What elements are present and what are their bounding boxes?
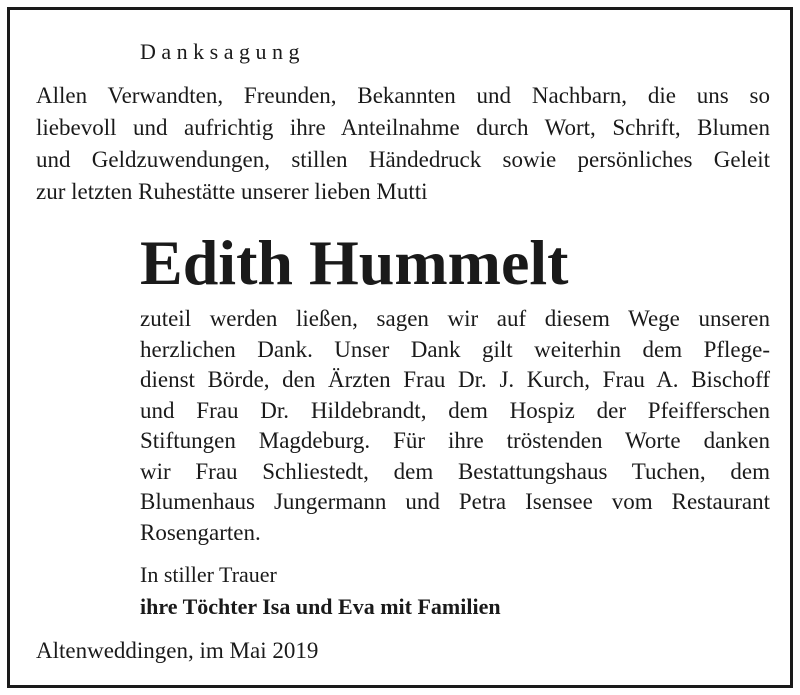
- intro-line: liebevoll und aufrichtig ihre Anteilnahme durch Wort, Schrift, Blumen: [36, 115, 770, 140]
- family-signature: ihre Töchter Isa und Eva mit Familien: [140, 594, 501, 619]
- deceased-name: Edith Hummelt: [140, 227, 569, 298]
- intro-line: und Geldzuwendungen, stillen Händedruck sowie persönliches Geleit: [36, 147, 770, 172]
- thanks-line: dienst Börde, den Ärzten Frau Dr. J. Kurch, Frau A. Bischoff: [140, 367, 770, 392]
- place-date: Altenweddingen, im Mai 2019: [36, 638, 319, 663]
- thanks-line: und Frau Dr. Hildebrandt, dem Hospiz der Pfeifferschen: [140, 397, 770, 423]
- thanks-line: Stiftungen Magdeburg. Für ihre tröstenden Worte danken: [140, 428, 770, 453]
- thanks-paragraph: [140, 304, 770, 548]
- notice-frame: [7, 7, 793, 688]
- intro-line: Allen Verwandten, Freunden, Bekannten und Nachbarn, die uns so: [36, 83, 770, 108]
- thanks-line: herzlichen Dank. Unser Dank gilt weiterhin dem Pflege-: [140, 336, 770, 362]
- thanks-line: wir Frau Schliestedt, dem Bestattungshaus Tuchen, dem: [140, 458, 770, 484]
- thanks-line: Rosengarten.: [140, 519, 261, 545]
- mourning-line: In stiller Trauer: [140, 562, 277, 587]
- intro-paragraph: [36, 80, 770, 208]
- thanks-line: Blumenhaus Jungermann und Petra Isensee vom Restaurant: [140, 489, 770, 514]
- thanks-line: zuteil werden ließen, sagen wir auf diesem Wege unseren: [140, 306, 770, 331]
- intro-line: zur letzten Ruhestätte unserer lieben Mutti: [36, 179, 428, 204]
- notice-heading: Danksagung: [140, 39, 305, 64]
